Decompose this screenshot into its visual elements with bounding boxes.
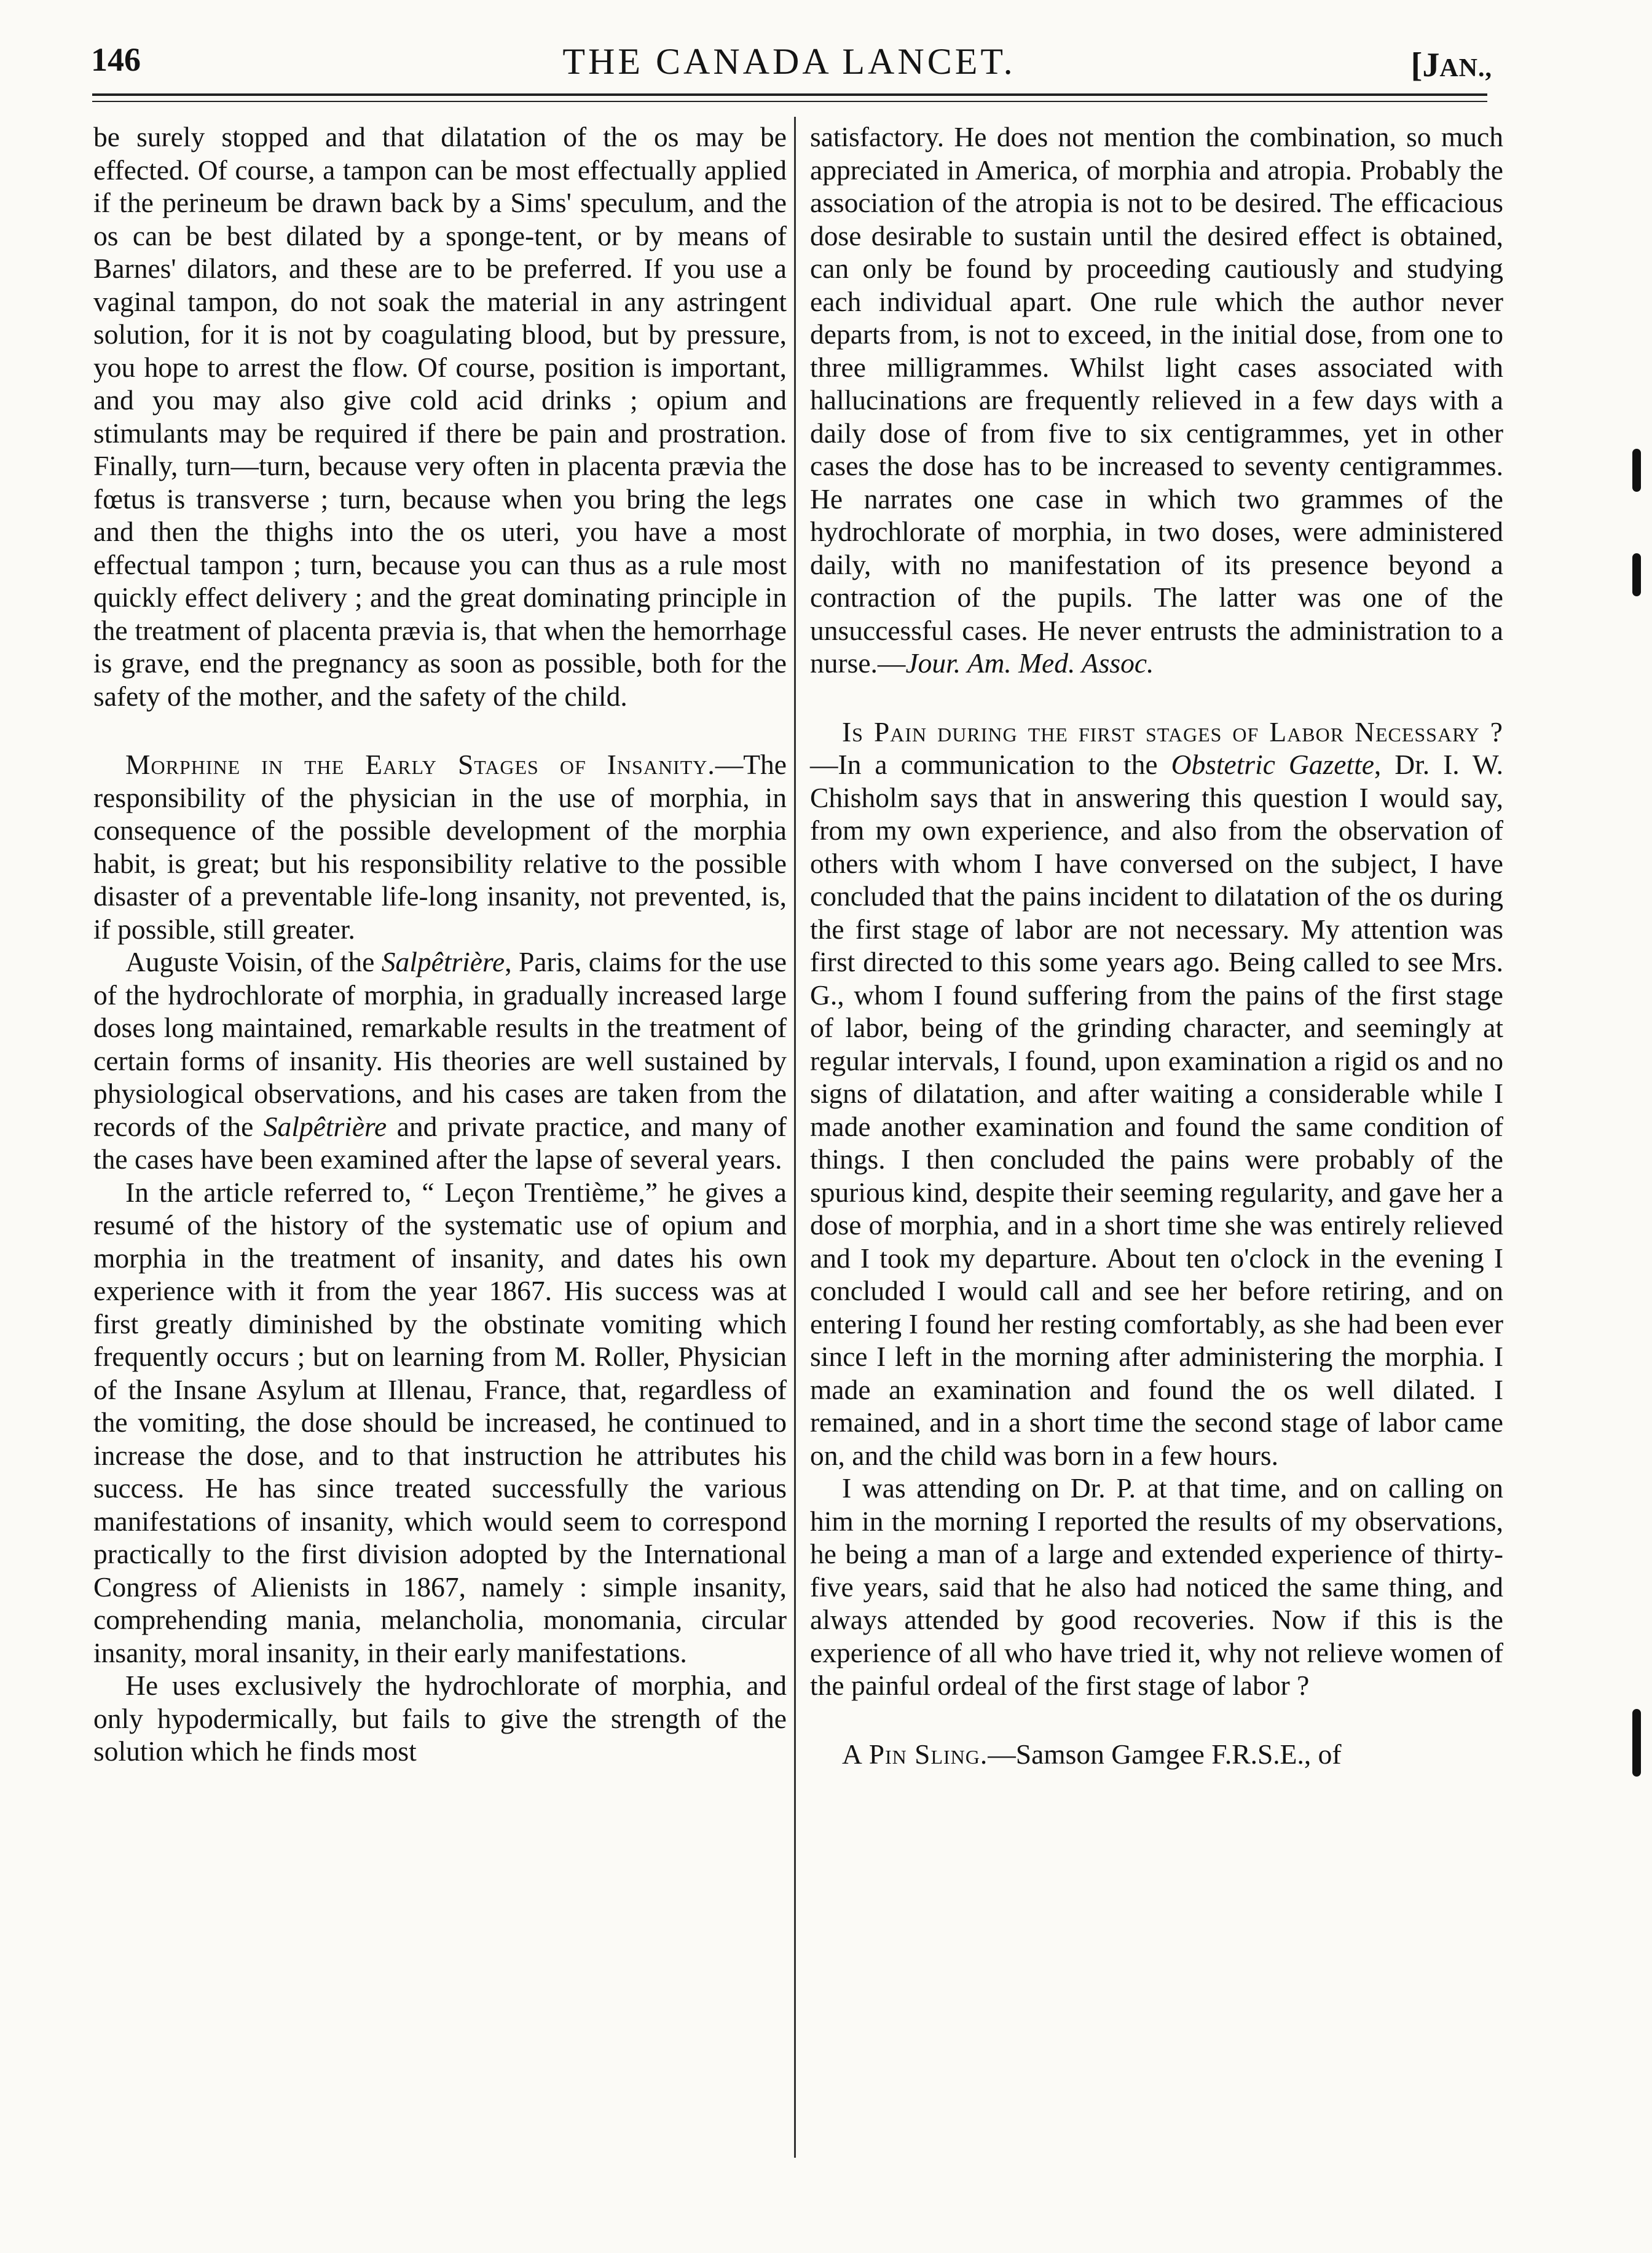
paragraph-voisin: Auguste Voisin, of the Salpêtrière, Paris, claims for the use of the hydrochlorate of morphia, in gradually increased large doses long maintained, remarkable results in the treatment of certain forms of insanity. His theories are well sustained by physiological observations, and his cases are taken from the records of the Salpêtrière and private practice, and many of the cases have been examined after the lapse of several years. — [93, 946, 787, 1175]
article-heading: Morphine in the Early Stages of Insanity. — [125, 749, 715, 780]
placenta-praevia-continuation: be surely stopped and that dilatation of the os may be effected. Of course, a tampon can be most effectually applied if the perineum be drawn back by a Sims' speculum, and the os can be best dilated by a sponge-tent, or by means of Barnes' dilators, and these are to be preferred. If you use a vaginal tampon, do not soak the material in any astringent solution, for it is not by coagulating blood, but by pressure, you hope to arrest the flow. Of course, position is important, and you may also give cold acid drinks ; opium and stimulants may be required if there be pain and prostration. Finally, turn—turn, because very often in placenta prævia the fœtus is transverse ; turn, because when you bring the legs and then the thighs into the os uteri, you have a most effectual tampon ; turn, because you can thus as a rule most quickly effect delivery ; and the great dominating principle in the treatment of placenta prævia is, that when the hemorrhage is grave, end the pregnancy as soon as possible, both for the safety of the mother, and the safety of the child. — [93, 121, 787, 712]
article-pin-sling: A Pin Sling.—Samson Gamgee F.R.S.E., of — [842, 1738, 1342, 1770]
date-rest: AN., — [1439, 54, 1492, 82]
paragraph-text: —The responsibility of the physician in the use of morphia, in consequence of the possible development of the morphia habit, is great; but his responsibility relative to the possible disaster of a preventable life-long insanity, not prevented, is, if possible, still greater. — [93, 749, 787, 945]
article-pain-labor: Is Pain during the first stages of Labor Necessary ?—In a communication to the Obstetric Gazette, Dr. I. W. Chisholm says that in answering this question I would say, from my own experience, and also from the observation of others with whom I have conversed on the subject, I have concluded that the pains incident to dilatation of the os during the first stage of labor are not necessary. My attention was first directed to this some years ago. Being called to see Mrs. G., whom I found suffering from the pains of the first stage of labor, being of the grinding character, and seemingly at regular intervals, I found, upon examination a rigid os and no signs of dilatation, and after waiting a considerable while I made another examination and found the same condition of things. I then concluded the pains were probably of the spurious kind, despite their seeming regularity, and gave her a dose of morphia, and in a short time she was entirely relieved and I took my departure. About ten o'clock in the evening I concluded I would call and see her before retiring, and on entering I found her resting comfortably, as she had been ever since I left in the morning after administering the morphia. I made an examination and found the os well dilated. I remained, and in a short time the second stage of labor came on, and the child was born in a few hours. — [810, 716, 1503, 1471]
margin-mark — [1632, 553, 1641, 596]
italic-term: Obstetric Gazette — [1171, 749, 1374, 780]
page-number: 146 — [91, 41, 141, 78]
paragraph-voisin-continued: satisfactory. He does not mention the combination, so much appreciated in America, of morphia and atropia. Probably the association of the atropia is not to be desired. The efficacious dose desirable to sustain until the desired effect is obtained, can only be found by proceeding cautiously and studying each individual apart. One rule which the author never departs from, is not to exceed, in the initial dose, from one to three milligrammes. Whilst light cases associated with hallucinations are frequently relieved in a few days with a daily dose of from five to six centigrammes, yet in other cases the dose has to be increased to seventy centigrammes. He narrates one case in which two grammes of the hydrochlorate of morphia, in two doses, were administered daily, with no manifestation of its presence beyond a contraction of the pupils. The latter was one of the unsuccessful cases. He never entrusts the administration to a nurse.—Jour. Am. Med. Assoc. — [810, 121, 1503, 679]
page-header — [86, 41, 1492, 108]
issue-date — [1411, 45, 1492, 85]
paragraph-hydrochlorate: He uses exclusively the hydrochlorate of morphia, and only hypodermically, but fails to give the strength of the solution which he finds most — [93, 1670, 787, 1767]
left-column — [93, 120, 787, 1768]
date-bracket: [ — [1410, 46, 1423, 84]
right-column — [810, 120, 1503, 1770]
paragraph-dr-p: I was attending on Dr. P. at that time, and on calling on him in the morning I reported the results of my observations, he being a man of a large and extended experience of thirty-five years, said that he also had noticed the same thing, and always attended by good recoveries. Now if this is the experience of all who have tried it, why not relieve women of the painful ordeal of the first stage of labor ? — [810, 1472, 1503, 1701]
italic-term: Salpêtrière — [381, 946, 505, 977]
margin-mark — [1632, 1709, 1641, 1777]
paragraph-lecon: In the article referred to, “ Leçon Trentième,” he gives a resumé of the history of the systematic use of opium and morphia in the treatment of insanity, and dates his own experience with it from the year 1867. His success was at first greatly diminished by the obstinate vomiting which frequently occurs ; but on learning from M. Roller, Physician of the Insane Asylum at Illenau, France, that, regardless of the vomiting, the dose should be increased, he continued to increase the dose, and to that instruction he attributes his success. He has since treated successfully the various manifestations of insanity, which would seem to correspond practically to the first division adopted by the International Congress of Alienists in 1867, namely : simple insanity, comprehending mania, melancholia, monomania, circular insanity, moral insanity, in their early manifestations. — [93, 1176, 787, 1668]
citation: Jour. Am. Med. Assoc. — [905, 647, 1154, 679]
date-initial: J — [1422, 46, 1440, 84]
article-heading: A Pin Sling. — [842, 1738, 988, 1770]
column-divider — [794, 117, 796, 2158]
article-morphine-insanity — [93, 748, 787, 945]
article-heading: Is Pain during the first stages of Labor Necessary ? — [842, 716, 1503, 748]
header-rule-thick — [92, 93, 1487, 96]
margin-mark — [1632, 449, 1641, 492]
header-rule-thin — [92, 101, 1487, 102]
italic-term: Salpêtrière — [263, 1110, 387, 1142]
journal-title: THE CANADA LANCET. — [562, 41, 1016, 82]
